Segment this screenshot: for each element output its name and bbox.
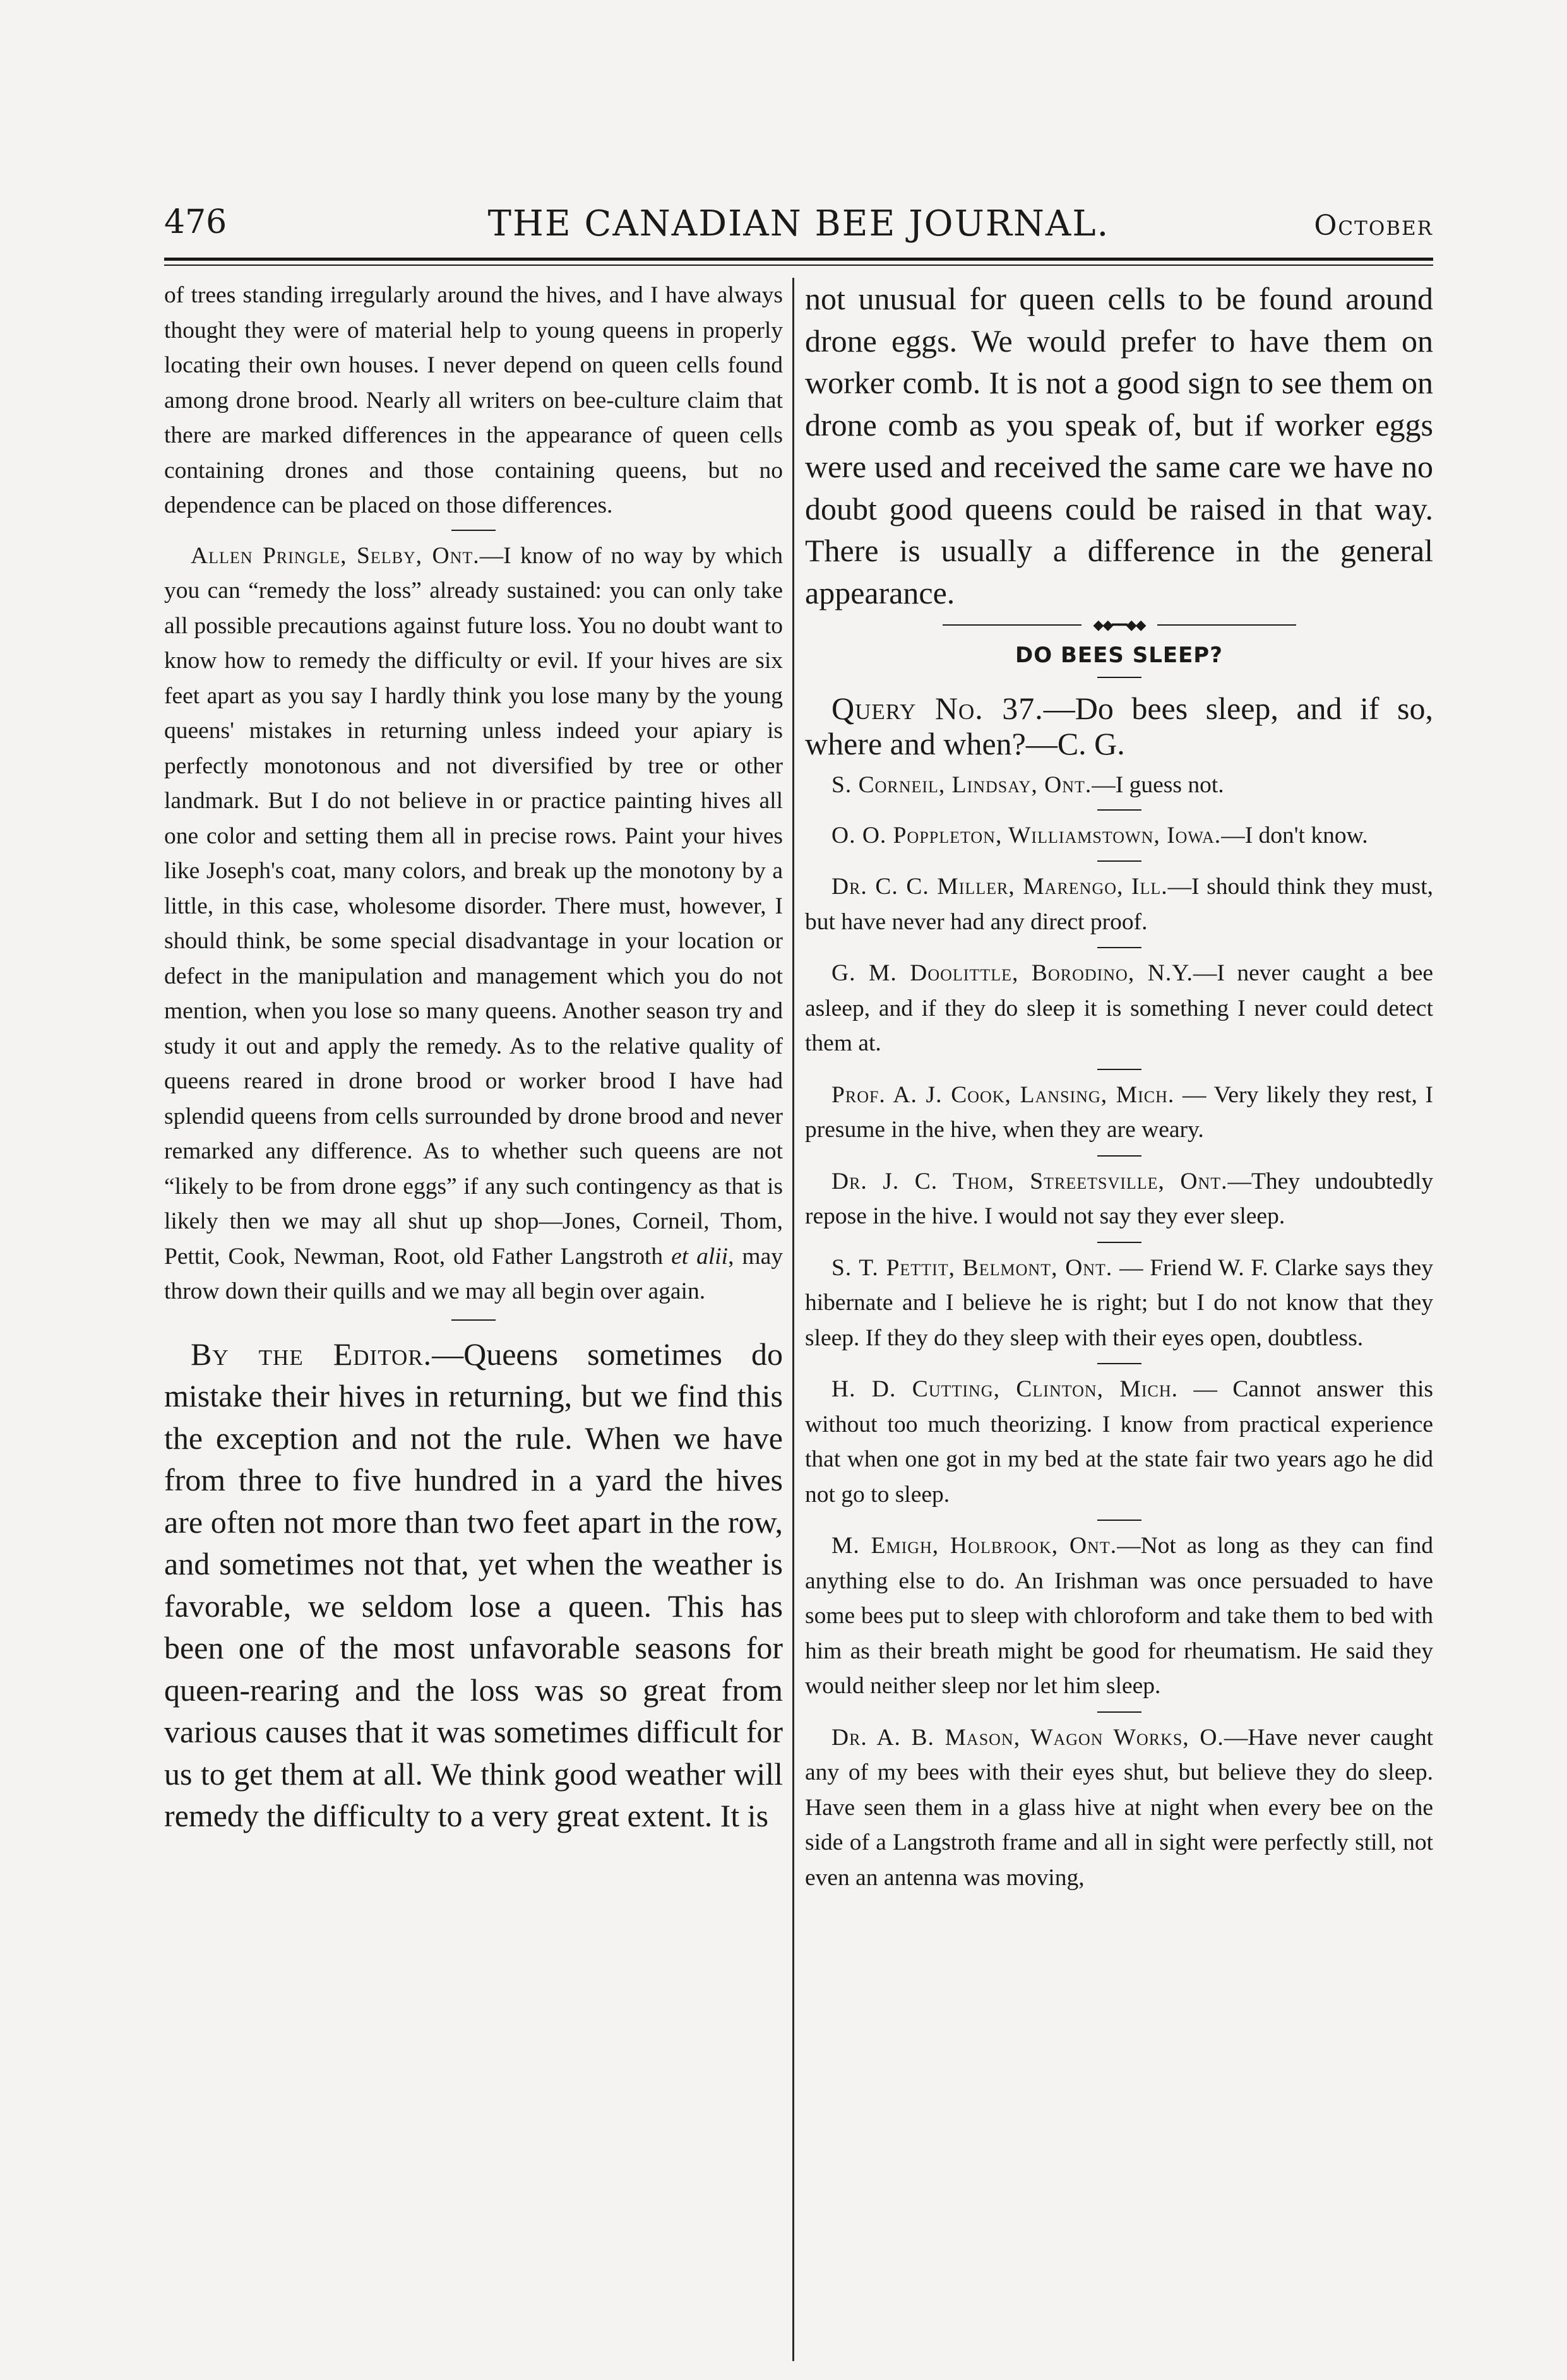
answer (805, 1528, 1433, 1704)
answer-author: Dr. J. C. Thom, Streetsville, Ont. (831, 1168, 1228, 1194)
answer-author: Allen Pringle, Selby, Ont. (191, 542, 480, 569)
answer-separator (1097, 1155, 1141, 1157)
answer-separator (1097, 1520, 1141, 1521)
answer-text: —I never caught a bee asleep, and if they do sleep it is something I never could detect them at. (805, 960, 1433, 1056)
answer-text-end: , may throw down their quills and we may all begin over again. (164, 1243, 783, 1304)
answer-separator (1097, 1069, 1141, 1070)
answer-author: M. Emigh, Holbrook, Ont. (831, 1533, 1117, 1559)
query-text: —Do bees sleep, and if so, where and when?—C. G. (805, 691, 1433, 761)
left-column (164, 278, 783, 1837)
answer-separator (1097, 860, 1141, 862)
editor-answer (164, 1333, 783, 1837)
answer-text: — Friend W. F. Clarke says they hibernate and I believe he is right; but I do not know that they sleep. If they do they sleep with their eyes open, doubtless. (805, 1254, 1433, 1351)
header-rule-thick (164, 258, 1433, 261)
answer (805, 869, 1433, 939)
answer-text: —I guess not. (1092, 772, 1224, 798)
section-ornament (943, 619, 1296, 631)
ornament-mark: ◆◆━━◆◆ (1081, 619, 1157, 631)
answer (805, 1164, 1433, 1234)
answer-author: S. Corneil, Lindsay, Ont. (831, 772, 1092, 798)
section-title: DO BEES SLEEP? (1015, 643, 1223, 668)
answer-separator (1097, 809, 1141, 811)
answer (805, 1372, 1433, 1512)
answer-author: H. D. Cutting, Clinton, Mich. (831, 1376, 1178, 1402)
answer-text: —I know of no way by which you can “remedy the loss” already sustained: you can only take all possible precautions against future loss. You no doubt want to know how to remedy the difficulty or evil. If your hives are six feet apart as you say I hardly think you lose many by the young queens' mistakes in returning unless indeed your apiary is perfectly monotonous and not diversified by tree or other landmark. But I do not believe in or practice painting hives all one color and setting them all in precise rows. Paint your hives like Joseph's coat, many colors, and break up the monotony by a little, in this case, wholesome disorder. There must, however, I should think, be some special disadvantage in your location or defect in the manipulation and management which you do not mention, when you lose so many queens. Another season try and study it out and apply the remedy. As to the relative quality of queens reared in drone brood or worker brood I have had splendid queens from cells surrounded by drone brood and never remarked any difference. As to whether such queens are not “likely to be from drone eggs” if any such contingency as that is likely then we may all shut up shop—Jones, Corneil, Thom, Pettit, Cook, Newman, Root, old Father Langstroth (164, 542, 783, 1270)
answer-separator (1097, 947, 1141, 948)
latin-phrase: et alii (671, 1243, 729, 1270)
query-label: Query No. 37. (831, 691, 1044, 726)
page-header (164, 203, 1433, 247)
answer-separator (1097, 1711, 1141, 1713)
answer-text: —They undoubtedly repose in the hive. I would not say they ever sleep. (805, 1168, 1433, 1229)
answer (805, 956, 1433, 1061)
answer (805, 818, 1433, 854)
answer-text: — Cannot answer this without too much theorizing. I know from practical experience that when one got in my bed at the state fair two years ago he did not go to sleep. (805, 1376, 1433, 1508)
answer-separator (451, 1319, 496, 1321)
editor-text: —Queens sometimes do mistake their hives in returning, but we find this the exception and not the rule. When we have from three to five hundred in a yard the hives are often not more than two feet apart in the row, and sometimes not that, yet when the weather is favorable, we seldom lose a queen. This has been one of the most unfavorable seasons for queen-rearing and the loss was so great from various causes that it was sometimes difficult for us to get them at all. We think good weather will remedy the difficulty to a very great extent. It is (164, 1336, 783, 1833)
header-rule-thin (164, 265, 1433, 266)
answer-text: —I don't know. (1221, 822, 1368, 848)
answer-text: —Have never caught any of my bees with their eyes shut, but believe they do sleep. Have seen them in a glass hive at night when every bee on the side of a Langstroth frame and all in sight were perfectly still, not even an antenna was moving, (805, 1724, 1433, 1891)
answer (805, 1720, 1433, 1896)
title-separator (1097, 677, 1141, 678)
opening-paragraph: of trees standing irregularly around the hives, and I have always thought they were of material help to young queens in properly locating their own houses. I never depend on queen cells found among drone brood. Nearly all writers on bee-culture claim that there are marked differences in the appearance of queen cells containing drones and those containing queens, but no dependence can be placed on those differences. (164, 282, 783, 518)
answer-author: Prof. A. J. Cook, Lansing, Mich. (831, 1081, 1175, 1108)
pringle-answer (164, 538, 783, 1309)
answer-author: O. O. Poppleton, Williamstown, Iowa. (831, 822, 1222, 848)
right-column (805, 278, 1433, 1895)
answer-author: Dr. C. C. Miller, Marengo, Ill. (831, 874, 1168, 900)
page-number: 476 (164, 203, 227, 241)
answer-separator (1097, 1242, 1141, 1243)
answer (805, 1251, 1433, 1356)
issue-month: October (1314, 210, 1433, 242)
answer-author: S. T. Pettit, Belmont, Ont. (831, 1254, 1113, 1281)
answer-text: —Not as long as they can find anything else to do. An Irishman was once persuaded to have some bees put to sleep with chloroform and take them to bed with him as their breath might be good for rheumatism. He said they would neither sleep nor let him sleep. (805, 1533, 1433, 1699)
answer-author: Dr. A. B. Mason, Wagon Works, O. (831, 1724, 1224, 1751)
column-divider (792, 278, 794, 2361)
editor-continuation: not unusual for queen cells to be found around drone eggs. We would prefer to have them on worker comb. It is not a good sign to see them on drone comb as you speak of, but if worker eggs were used and received the same care we have no doubt good queens could be raised in that way. There is usually a difference in the general appearance. (805, 281, 1433, 610)
answer-separator (451, 530, 496, 531)
answer-text: —I should think they must, but have never had any direct proof. (805, 874, 1433, 935)
answer-separator (1097, 1363, 1141, 1364)
answer (805, 768, 1433, 803)
query (805, 691, 1433, 761)
answer-author: G. M. Doolittle, Borodino, N.Y. (831, 960, 1193, 986)
answer-text: — Very likely they rest, I presume in the hive, when they are weary. (805, 1081, 1433, 1143)
editor-label: By the Editor. (191, 1336, 432, 1372)
journal-title: THE CANADIAN BEE JOURNAL. (487, 203, 1110, 244)
answer (805, 1078, 1433, 1148)
